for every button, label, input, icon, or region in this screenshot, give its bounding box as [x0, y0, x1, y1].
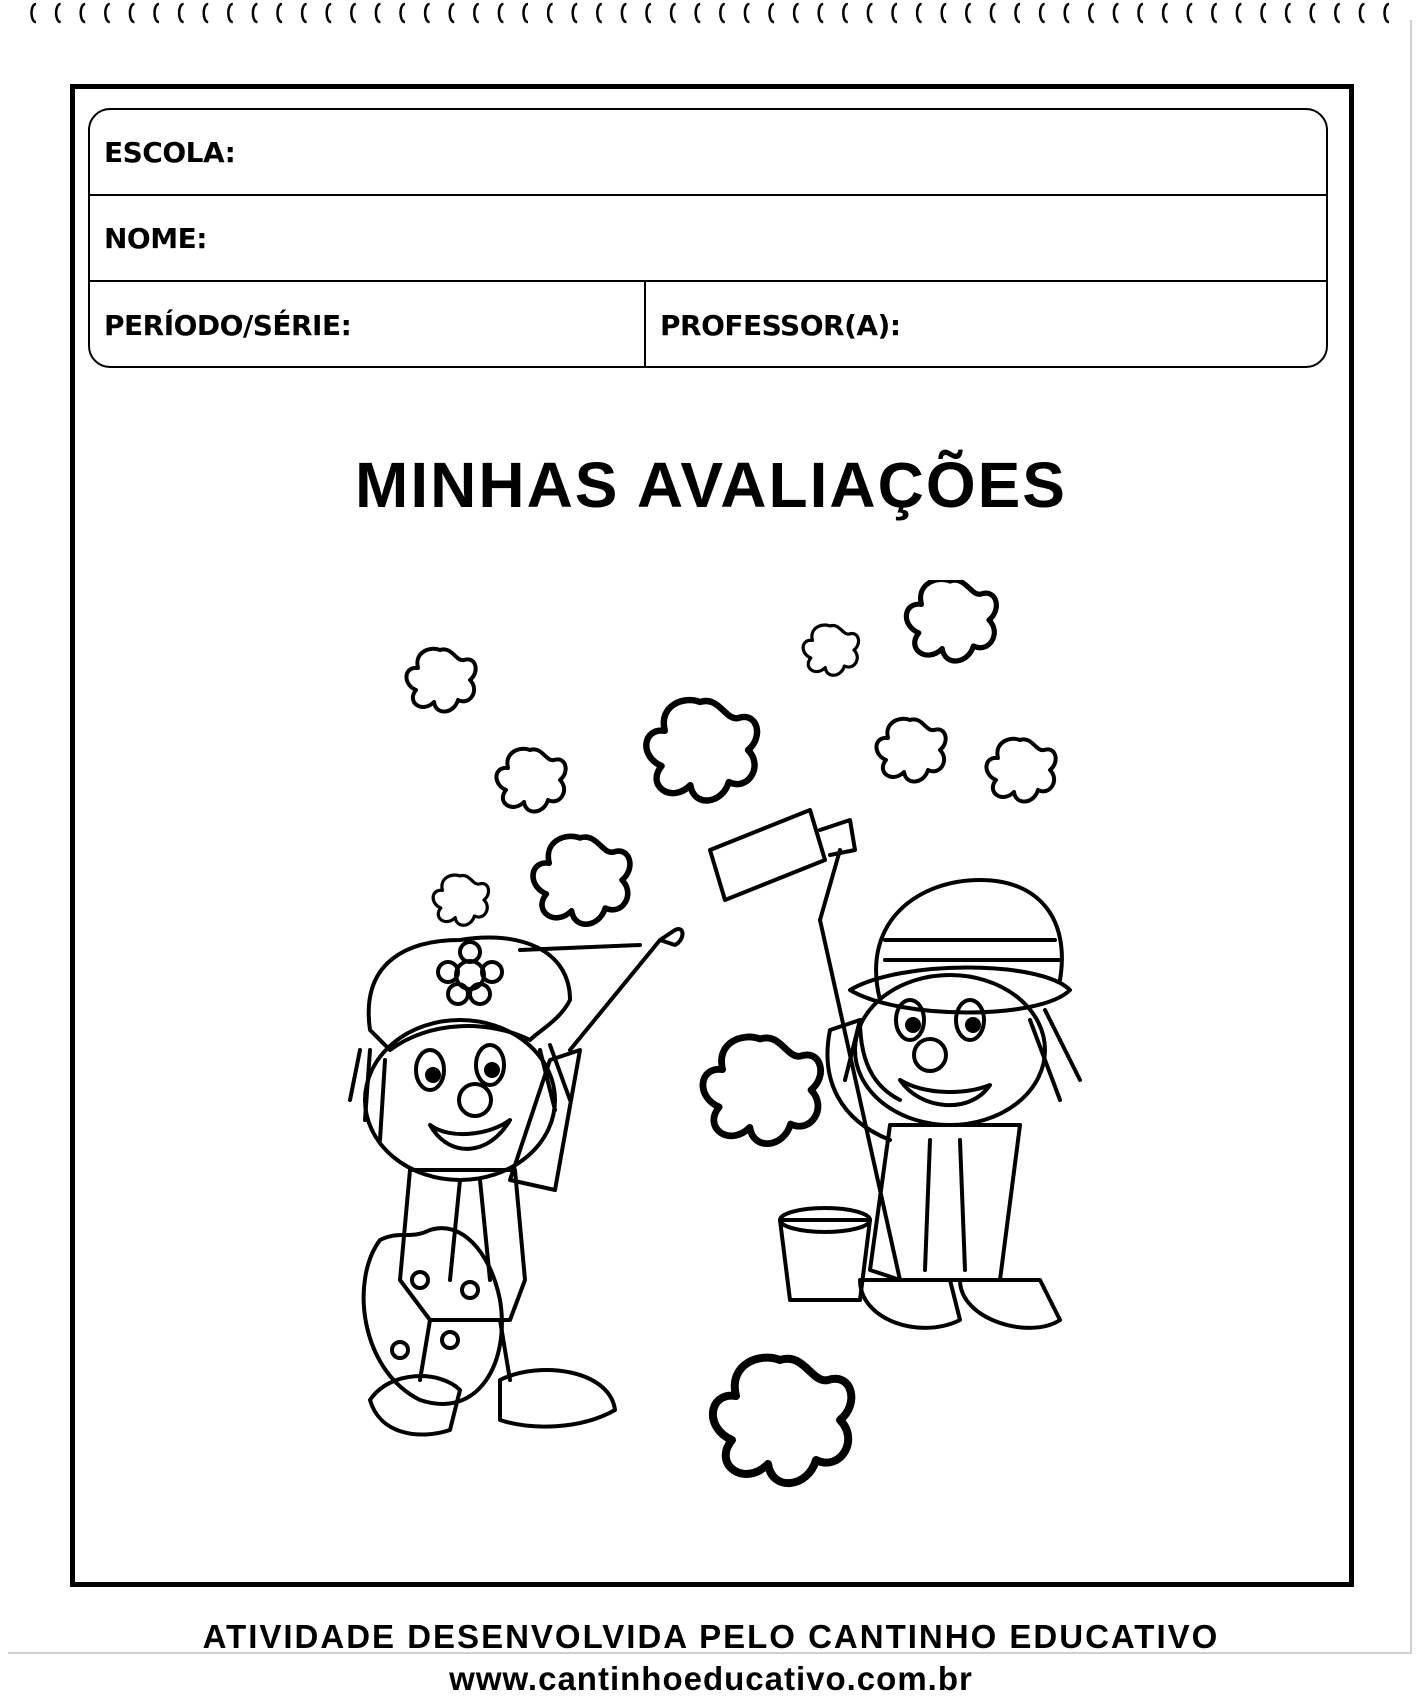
name-label: NOME:	[104, 221, 207, 255]
school-label: ESCOLA:	[104, 135, 236, 169]
painter-clown-left	[350, 929, 683, 1435]
name-row	[90, 196, 1326, 282]
footer-website[interactable]: www.cantinhoeducativo.com.br	[449, 1660, 973, 1697]
school-row	[90, 110, 1326, 196]
period-label: PERÍODO/SÉRIE:	[90, 282, 646, 368]
page-title: MINHAS AVALIAÇÕES	[355, 449, 1067, 521]
footer-credit: ATIVIDADE DESENVOLVIDA PELO CANTINHO EDUCATIVO	[202, 1618, 1220, 1655]
student-info-header	[88, 108, 1328, 368]
teacher-label: PROFESSOR(A):	[660, 308, 901, 342]
period-teacher-row	[90, 282, 1326, 368]
painter-clown-right	[710, 810, 1080, 1328]
clowns-painting-illustration	[340, 580, 1100, 1540]
